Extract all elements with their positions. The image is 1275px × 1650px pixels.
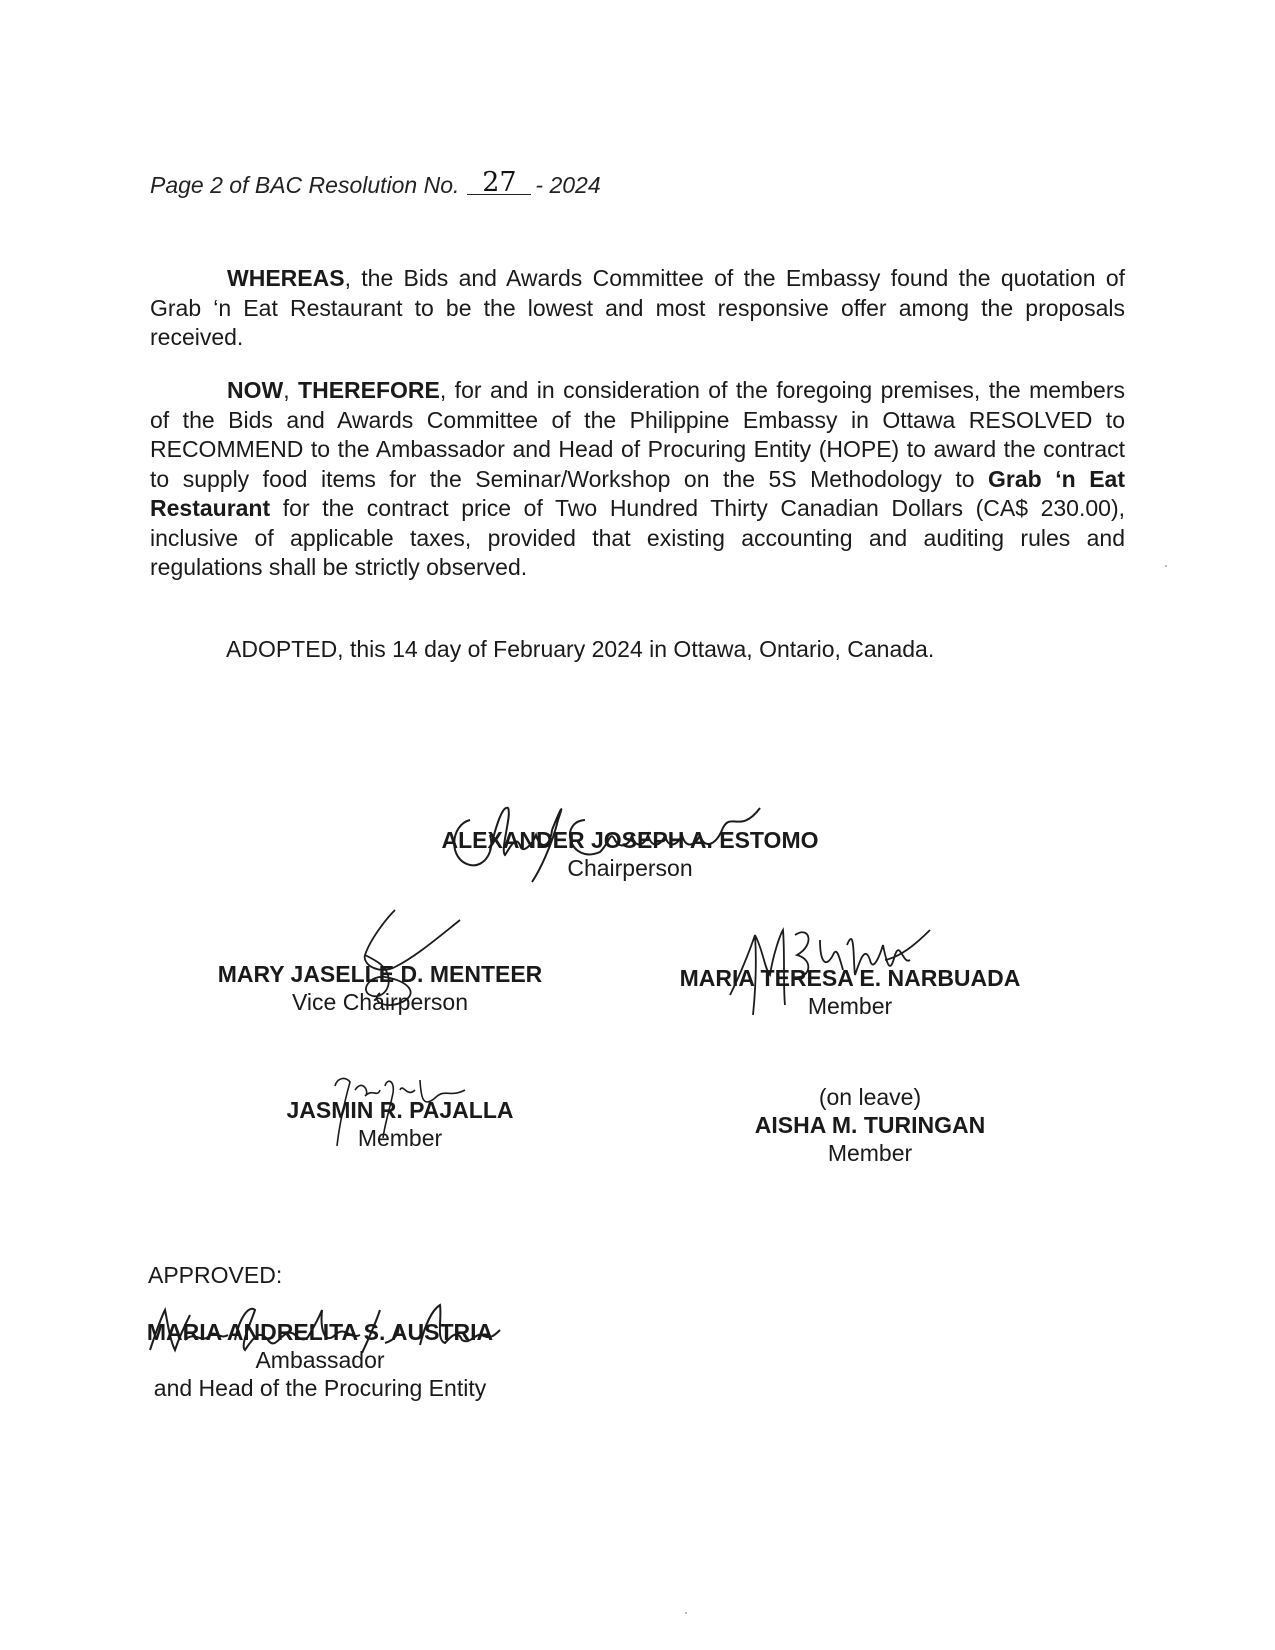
resolution-paragraph: NOW, THEREFORE, for and in consideration of the foregoing premises, the members of the Bids and Awards Committee of the Philippine Embassy in Ottawa RESOLVED to RECOMMEND to the Ambassador and Head of Procuring Entity (HOPE) to award the contract to supply food items for the Seminar/Workshop on the 5S Methodology to Grab ‘n Eat Restaurant for the contract price of Two Hundred Thirty Canadian Dollars (CA$ 230.00), inclusive of applicable taxes, provided that existing accounting and auditing rules and regulations shall be strictly observed. bbox=[150, 377, 1125, 580]
header-year: - 2024 bbox=[535, 172, 601, 198]
vice-chair-block bbox=[170, 960, 590, 1016]
now-lead: NOW bbox=[227, 377, 284, 403]
whereas-text: , the Bids and Awards Committee of the Embassy found the quotation of Grab ‘n Eat Restaurant to be the lowest and most responsive offer among the proposals received. bbox=[150, 265, 1125, 350]
chair-block bbox=[400, 826, 860, 882]
header-prefix: Page 2 of BAC Resolution No. bbox=[150, 172, 460, 198]
whereas-paragraph bbox=[150, 264, 1125, 353]
member-narbuada-block bbox=[640, 964, 1060, 1020]
member-turingan-role: Member bbox=[827, 1140, 913, 1166]
resolution-text-b: for the contract price of Two Hundred Thirty Canadian Dollars (CA$ 230.00), inclusive of applicable taxes, provided that existing accounting and auditing rules and regulations shall be strictly observed. bbox=[150, 495, 1125, 580]
whereas-lead: WHEREAS bbox=[227, 265, 345, 291]
member-pajalla-role: Member bbox=[357, 1125, 443, 1151]
vice-chair-role: Vice Chairperson bbox=[291, 989, 468, 1015]
page-header bbox=[150, 167, 601, 199]
scan-speck bbox=[685, 1612, 687, 1614]
ambassador-role-2: and Head of the Procuring Entity bbox=[153, 1375, 487, 1401]
vice-chair-name: MARY JASELLE D. MENTEER bbox=[217, 961, 543, 987]
adopted-statement: ADOPTED, this 14 day of February 2024 in Ottawa, Ontario, Canada. bbox=[226, 636, 935, 662]
member-pajalla-block bbox=[200, 1096, 600, 1152]
awardee-name: Grab ‘n Eat Restaurant bbox=[150, 465, 1125, 521]
member-turingan-block bbox=[670, 1083, 1070, 1167]
ambassador-name: MARIA ANDRELITA S. AUSTRIA bbox=[146, 1319, 494, 1345]
member-pajalla-name: JASMIN R. PAJALLA bbox=[286, 1097, 514, 1123]
approved-label: APPROVED: bbox=[148, 1262, 283, 1288]
member-turingan-status: (on leave) bbox=[818, 1084, 922, 1110]
ambassador-block bbox=[130, 1318, 510, 1402]
resolution-text-a: , for and in consideration of the foregoing premises, the members of the Bids and Awards Committee of the Philippine Embassy in Ottawa RESOLVED to RECOMMEND to the Ambassador and Head of Procuring Entity (HOPE) to award the contract to supply food items for the Seminar/Workshop on the 5S Methodology to bbox=[150, 377, 1125, 492]
chair-role: Chairperson bbox=[567, 855, 693, 881]
member-turingan-name: AISHA M. TURINGAN bbox=[754, 1112, 986, 1138]
ambassador-role-1: Ambassador bbox=[255, 1347, 385, 1373]
resolution-number: 27 bbox=[467, 172, 531, 195]
chair-name: ALEXANDER JOSEPH A. ESTOMO bbox=[441, 827, 819, 853]
therefore-lead: THEREFORE bbox=[298, 377, 440, 403]
scan-speck bbox=[1165, 565, 1167, 567]
member-narbuada-role: Member bbox=[807, 993, 893, 1019]
member-narbuada-name: MARIA TERESA E. NARBUADA bbox=[679, 965, 1021, 991]
